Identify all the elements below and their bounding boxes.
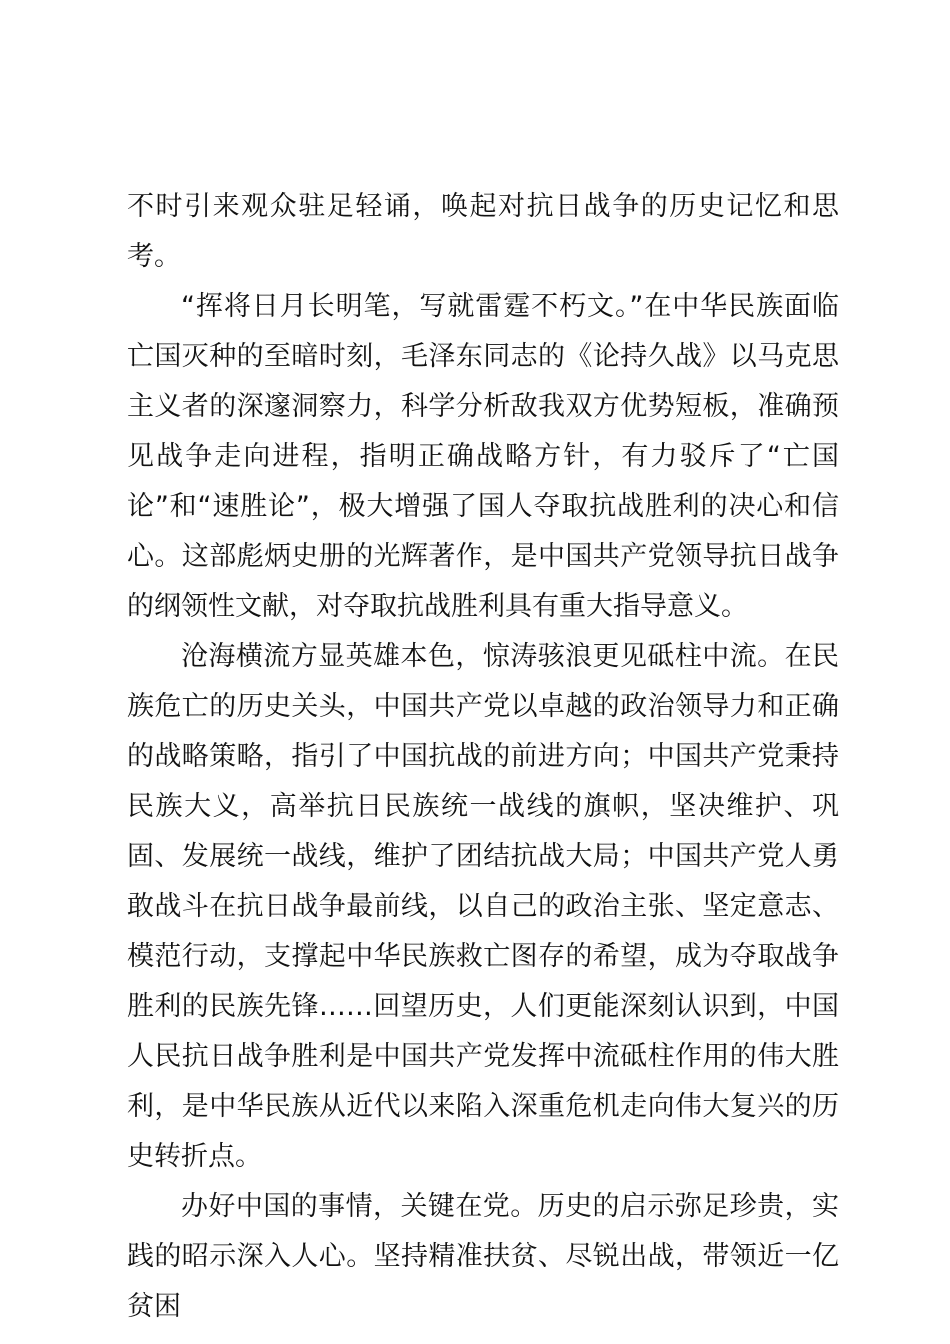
paragraph-mainstay-role: 沧海横流方显英雄本色，惊涛骇浪更见砥柱中流。在民族危亡的历史关头，中国共产党以卓越的政治领导力和正确的战略策略，指引了中国抗战的前进方向；中国共产党秉持民族大义，高举抗日民族统一战线的旗帜，坚决维护、巩固、发展统一战线，维护了团结抗战大局；中国共产党人勇敢战斗在抗日战争最前线，以自己的政治主张、坚定意志、模范行动，支撑起中华民族救亡图存的希望，成为夺取战争胜利的民族先锋……回望历史，人们更能深刻认识到，中国人民抗日战争胜利是中国共产党发挥中流砥柱作用的伟大胜利，是中华民族从近代以来陷入深重危机走向伟大复兴的历史转折点。: [127, 641, 839, 1172]
paragraph-on-protracted-war: “挥将日月长明笔，写就雷霆不朽文。”在中华民族面临亡国灭种的至暗时刻，毛泽东同志的《论持久战》以马克思主义者的深邃洞察力，科学分析敌我双方优势短板，准确预见战争走向进程，指明正确战略方针，有力驳斥了“亡国论”和“速胜论”，极大增强了国人夺取抗战胜利的决心和信心。这部彪炳史册的光辉著作，是中国共产党领导抗日战争的纲领性文献，对夺取抗战胜利具有重大指导意义。: [127, 291, 839, 622]
document-body: [127, 182, 839, 1332]
paragraph-continued: 不时引来观众驻足轻诵，唤起对抗日战争的历史记忆和思考。: [127, 191, 839, 272]
paragraph-party-leadership: 办好中国的事情，关键在党。历史的启示弥足珍贵，实践的昭示深入人心。坚持精准扶贫、尽锐出战，带领近一亿贫困: [127, 1191, 839, 1322]
